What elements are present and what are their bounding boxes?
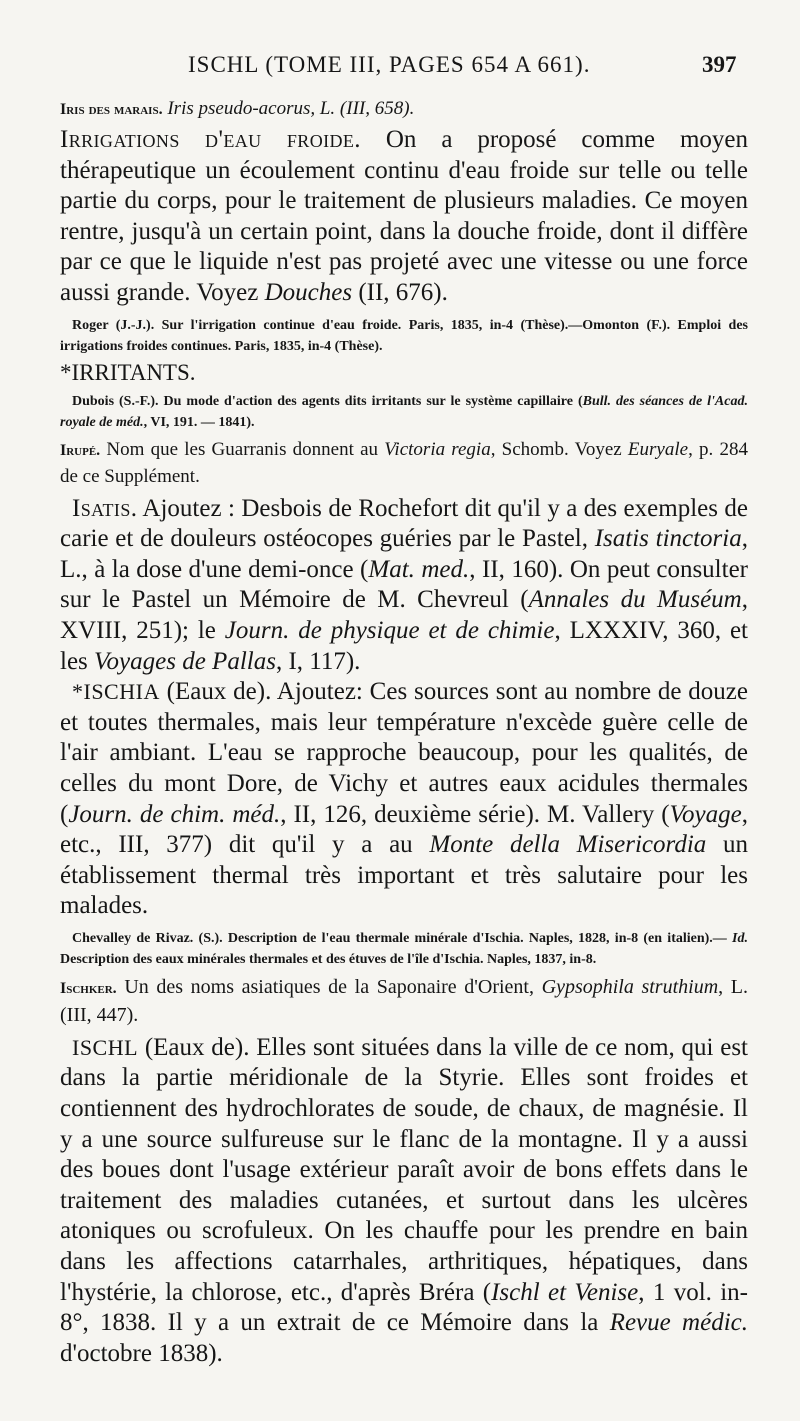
entry-italic: Euryale <box>627 438 689 460</box>
bibliography-note <box>60 391 748 433</box>
entry-headword: Ischker. <box>60 979 117 997</box>
entry-text: Iris pseudo-acorus, L. (III, 658). <box>162 98 415 119</box>
text-column <box>60 92 748 1369</box>
entry-irupe <box>60 437 748 490</box>
entry-headword: Irupé. <box>60 441 101 459</box>
entry-text: , II, 126, deuxième série). M. Vallery ( <box>280 800 670 828</box>
entry-text: , LXXXIV, 360, et les <box>60 616 748 675</box>
entry-text: (Eaux de). Elles sont situées dans la ville de ce nom, qui est dans la partie méridionale de la Styrie. Elles sont froides et contiennent des hydrochlorates de soude, de chaux, de magnésie. Il y a une source sulfureuse sur le flanc de la montagne. Il y a aussi des boues dont l'usage extérieur paraît avoir de bons effets dans le traitement des maladies cutanées, et surtout dans les ulcères atoniques ou scrofuleux. On les chauffe pour les prendre en bain dans les affections catarrhales, arthritiques, hépatiques, dans l'hystérie, la chlorose, etc., d'après Bréra ( <box>60 1033 748 1306</box>
entry-headword: ISCHL <box>72 1034 139 1060</box>
entry-text: , II, 160). On peut consulter sur le Pastel un Mémoire de M. Chevreul ( <box>60 555 748 614</box>
entry-xref: Douches <box>264 278 353 306</box>
entry-text: On a proposé comme moyen thérapeutique un écoulement continu d'eau froide sur telle ou telle partie du corps, pour le traitement de plusieurs maladies. Ce moyen rentre, jusqu'à un certain point, dans la douche froide, dont il diffère par ce que le liquide n'est pas projeté avec une vitesse ou une force aussi grande. Voyez <box>60 126 748 306</box>
ref-journal: Bull. des séances de l'Acad. royale de méd. <box>60 393 748 430</box>
entry-italic: Journ. de chim. méd. <box>68 800 281 828</box>
entry-headword: Iris des marais. <box>60 101 163 118</box>
entry-text: un établissement thermal très important et très salutaire pour les malades. <box>60 831 748 920</box>
entry-text: d'octobre 1838). <box>60 1339 223 1367</box>
entry-iris-des-marais <box>60 96 748 123</box>
entry-text: , I, 117). <box>275 647 361 675</box>
entry-text: , 1 vol. in-8°, 1838. Il y a un extrait de ce Mémoire dans la <box>60 1278 748 1337</box>
entry-italic: Ischl et Venise <box>491 1278 639 1306</box>
entry-text: (Eaux de). Ajoutez: Ces sources sont au nombre de douze et toutes thermales, mais leur température n'excède guère celle de l'air ambiant. L'eau se rapproche beaucoup, pour les qualités, de celles du mont Dore, de Vichy et autres eaux acidules thermales ( <box>60 678 748 828</box>
entry-text: , Schomb. Voyez <box>490 438 628 460</box>
entry-text: Ajoutez : Desbois de Rochefort dit qu'il y a des exemples de carie et de douleurs ostéocopes guéries par le Pastel, <box>60 494 748 553</box>
entry-italic: Isatis tinctoria <box>594 525 742 553</box>
entry-italic: Voyages de Pallas <box>94 647 276 675</box>
entry-irrigations <box>60 125 748 309</box>
bibliography-note <box>60 928 748 970</box>
page-header <box>0 50 800 86</box>
entry-text-tail: (II, 676). <box>352 278 448 306</box>
entry-text: , L., à la dose d'une demi-once ( <box>60 525 748 583</box>
running-head: ISCHL (TOME III, PAGES 654 A 661). <box>188 52 591 77</box>
entry-text: Un des noms asiatiques de la Saponaire d'Orient, <box>116 975 542 998</box>
entry-text: , p. 284 de ce Supplément. <box>60 438 748 487</box>
entry-isatis <box>60 494 748 678</box>
ref-ibid: Id. <box>732 930 748 946</box>
entry-ischker <box>60 974 748 1029</box>
entry-italic: Annales du Muséum <box>528 586 742 614</box>
entry-italic: Voyage <box>669 800 742 828</box>
entry-italic: Victoria regia <box>384 438 491 460</box>
ref-text: , VI, 191. — 1841). <box>143 414 255 430</box>
entry-italic: Monte della Misericordia <box>429 831 707 859</box>
entry-headword: Irrigations d'eau froide. <box>60 126 361 153</box>
bibliography-note: Roger (J.-J.). Sur l'irrigation continue d'eau froide. Paris, 1835, in-4 (Thèse).—Omonton (F.). Emploi des irrigations froides continues. Paris, 1835, in-4 (Thèse). <box>60 317 748 354</box>
entry-text: Nom que les Guarranis donnent au <box>100 438 385 460</box>
entry-irritants <box>60 359 748 387</box>
entry-text: , XVIII, 251); le <box>60 586 748 644</box>
entry-headword: *ISCHIA <box>72 679 160 705</box>
entry-italic: Journ. de physique et de chimie <box>224 616 555 644</box>
entry-ischia <box>60 677 748 922</box>
entry-ischl <box>60 1033 748 1370</box>
entry-headword: *IRRITANTS. <box>60 359 196 385</box>
ref-text: Description des eaux minérales thermales et des étuves de l'île d'Ischia. Naples, 1837, in-8. <box>60 951 597 967</box>
page-number: 397 <box>702 52 737 77</box>
ref-text: Dubois (S.-F.). Du mode d'action des agents dits irritants sur le système capillaire ( <box>72 393 583 409</box>
entry-text: , L. (III, 447). <box>60 975 748 1026</box>
entry-headword: Isatis. <box>72 494 138 522</box>
entry-text: , etc., III, 377) dit qu'il y a au <box>60 800 748 859</box>
entry-italic: Revue médic. <box>609 1309 748 1337</box>
entry-italic: Gypsophila struthium <box>541 975 719 998</box>
entry-italic: Mat. med. <box>368 555 470 583</box>
ref-text: Chevalley de Rivaz. (S.). Description de l'eau thermale minérale d'Ischia. Naples, 1828, in-8 (en italien).— <box>72 930 733 946</box>
